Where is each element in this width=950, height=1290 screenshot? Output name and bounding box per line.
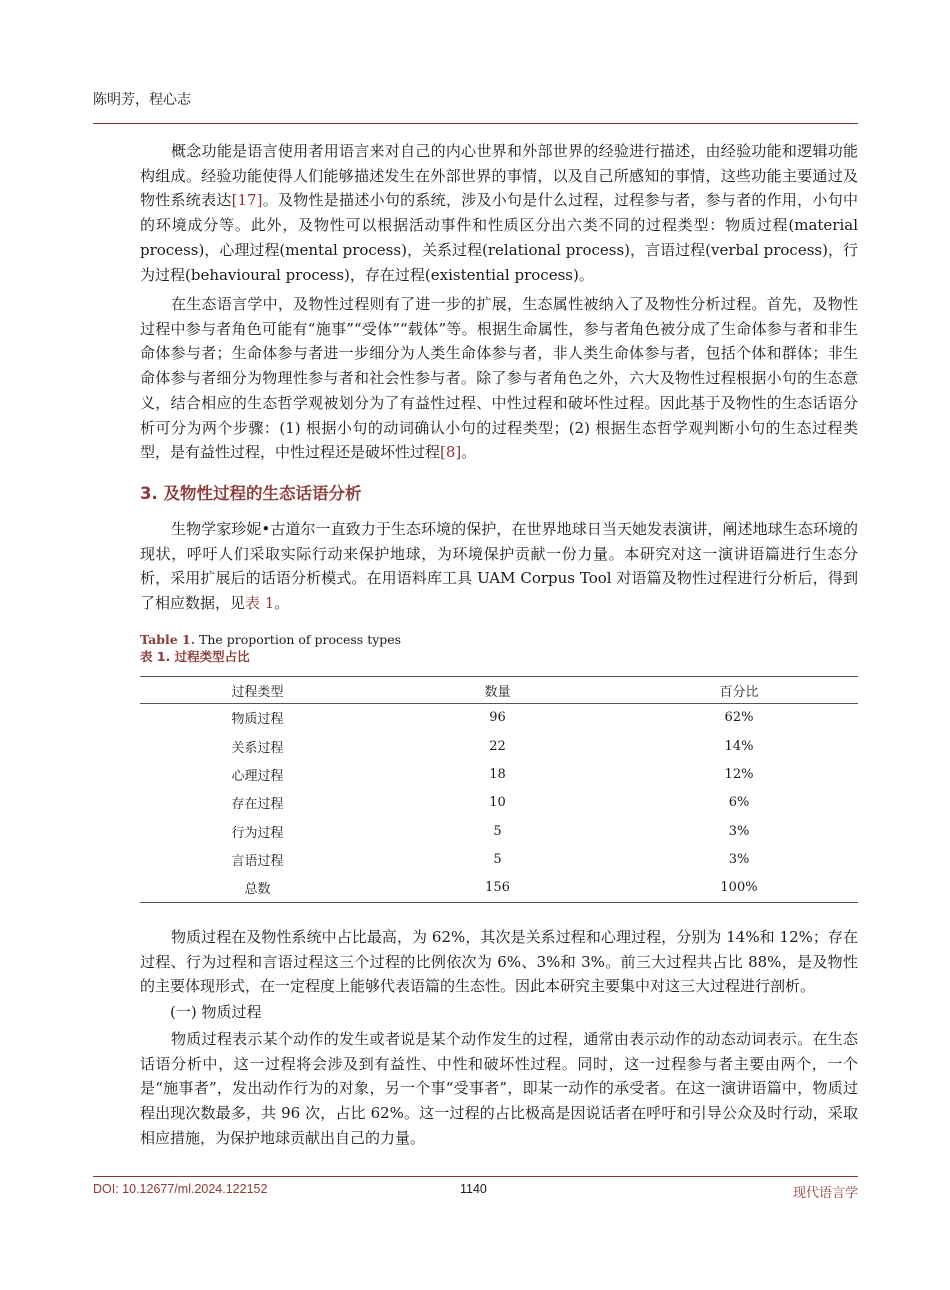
paragraph-5: 物质过程表示某个动作的发生或者说是某个动作发生的过程，通常由表示动作的动态动词表示。在生态话语分析中，这一过程将会涉及到有益性、中性和破坏性过程。同时，这一过程参与者主要由两个，一个是“施事者”，发出动作行为的对象，另一个事“受事者”，即某一动作的承受者。在这一演讲语篇中，物质过程出现次数最多，共 96 次，占比 62%。这一过程的占比极高是因说话者在呼吁和引导公众及时行动，采取相应措施，为保护地球贡献出自己的力量。: [140, 1030, 858, 1147]
paragraph-1-text-a: 概念功能是语言使用者用语言来对自己的内心世界和外部世界的经验进行描述，由经验功能和逻辑功能构组成。经验功能使得人们能够描述发生在外部世界的事情，以及自己所感知的事情，这些功能主要通过及物性系统表达: [140, 142, 858, 210]
table-cell: 14%: [724, 738, 754, 754]
table-cell: 100%: [620, 874, 858, 902]
table-cell: 10: [489, 795, 506, 811]
table-header-cell: 过程类型: [140, 677, 375, 704]
table-cell: 62%: [724, 710, 754, 726]
table-cell: 5: [493, 852, 502, 868]
footer-journal-name: 现代语言学: [792, 1186, 858, 1201]
table-cell: 96: [489, 710, 506, 726]
table-cell: 总数: [140, 874, 375, 902]
table-row: [140, 789, 858, 817]
paragraph-3-text-b: 。: [274, 594, 290, 613]
table-cell: 5: [493, 823, 502, 839]
table-caption-zh-text: 过程类型占比: [170, 649, 250, 664]
table-cell: 12%: [724, 766, 754, 782]
table-cell: 3%: [728, 852, 750, 868]
paragraph-3: [140, 517, 858, 616]
table-header-row: [140, 677, 858, 704]
table-cell: 心理过程: [231, 768, 284, 784]
subsection-heading: (一) 物质过程: [170, 1003, 262, 1021]
table-caption-zh-label: 表 1.: [140, 649, 171, 664]
paragraph-3-text-a: 生物学家珍妮•古道尔一直致力于生态环境的保护，在世界地球日当天她发表演讲，阐述地球生态环境的现状，呼吁人们采取实际行动来保护地球，为环境保护贡献一份力量。本研究对这一演讲语篇进行生态分析，采用扩展后的话语分析模式。在用语料库工具 UAM Corpus Tool 对语篇及物性过程进行分析后，得到了相应数据，见: [140, 520, 858, 613]
table-cell: 22: [489, 738, 506, 754]
footer-rule: [93, 1176, 858, 1177]
table-cell: 18: [489, 766, 506, 782]
table-total-row: [140, 874, 858, 902]
table-caption-en-label: Table 1.: [140, 632, 196, 647]
paragraph-1-text-b: 。及物性是描述小句的系统，涉及小句是什么过程，过程参与者，参与者的作用，小句中的环境成分等。此外，及物性可以根据活动事件和性质区分出六类不同的过程类型：物质过程(material process)，心理过程(mental process)，关系过程(relational process)，言语过程(verbal process)，行为过程(behavioural process)，存在过程(existential process)。: [140, 191, 858, 284]
paragraph-4: 物质过程在及物性系统中占比最高，为 62%，其次是关系过程和心理过程，分别为 14%和 12%；存在过程、行为过程和言语过程这三个过程的比例依次为 6%、3%和 3%。前三大过程共占比 88%，是及物性的主要体现形式，在一定程度上能够代表语篇的生态性。因此本研究主要集中对这三大过程进行剖析。: [140, 928, 858, 996]
footer-doi[interactable]: DOI: 10.12677/ml.2024.122152: [93, 1182, 268, 1196]
table-header-cell: 百分比: [620, 677, 858, 704]
header-authors: 陈明芳，程心志: [93, 92, 191, 108]
paragraph-2-text-b: 。: [461, 443, 477, 462]
table-cell: 行为过程: [231, 825, 284, 841]
paragraph-1: [140, 139, 858, 287]
paragraph-2-text-a: 在生态语言学中，及物性过程则有了进一步的扩展，生态属性被纳入了及物性分析过程。首先，及物性过程中参与者角色可能有“施事”“受体”“载体”等。根据生命属性，参与者角色被分成了生命体参与者和非生命体参与者；生命体参与者进一步细分为人类生命体参与者，非人类生命体参与者，包括个体和群体；非生命体参与者细分为物理性参与者和社会性参与者。除了参与者角色之外，六大及物性过程根据小句的生态意义，结合相应的生态哲学观被划分为了有益性过程、中性过程和破坏性过程。因此基于及物性的生态话语分析可分为两个步骤：(1) 根据小句的动词确认小句的过程类型；(2) 根据生态哲学观判断小句的生态过程类型，是有益性过程，中性过程还是破坏性过程: [140, 295, 858, 462]
footer-page-number: 1140: [460, 1182, 487, 1196]
table-cell: 物质过程: [231, 712, 284, 728]
table-header-cell: 数量: [375, 677, 620, 704]
table-row: [140, 732, 858, 760]
table-cell: 6%: [728, 795, 750, 811]
table-row: [140, 845, 858, 873]
section-heading: 3. 及物性过程的生态话语分析: [140, 484, 362, 503]
table-row: [140, 704, 858, 732]
table-caption-zh: [140, 649, 250, 665]
citation-8-link[interactable]: [8]: [440, 443, 462, 462]
table-cell: 关系过程: [231, 740, 284, 756]
table-row: [140, 760, 858, 788]
table-row: [140, 817, 858, 845]
table-1-link[interactable]: 表 1: [245, 594, 275, 613]
header-rule: [93, 123, 858, 124]
table-cell: 156: [375, 874, 620, 902]
paragraph-2: [140, 292, 858, 465]
table-cell: 3%: [728, 823, 750, 839]
table-caption-en-text: The proportion of process types: [195, 632, 402, 647]
table-cell: 言语过程: [231, 854, 284, 870]
process-types-table: [140, 676, 858, 903]
table-cell: 存在过程: [231, 797, 284, 813]
citation-17-link[interactable]: [17]: [231, 191, 263, 210]
table-caption-en: [140, 632, 401, 648]
